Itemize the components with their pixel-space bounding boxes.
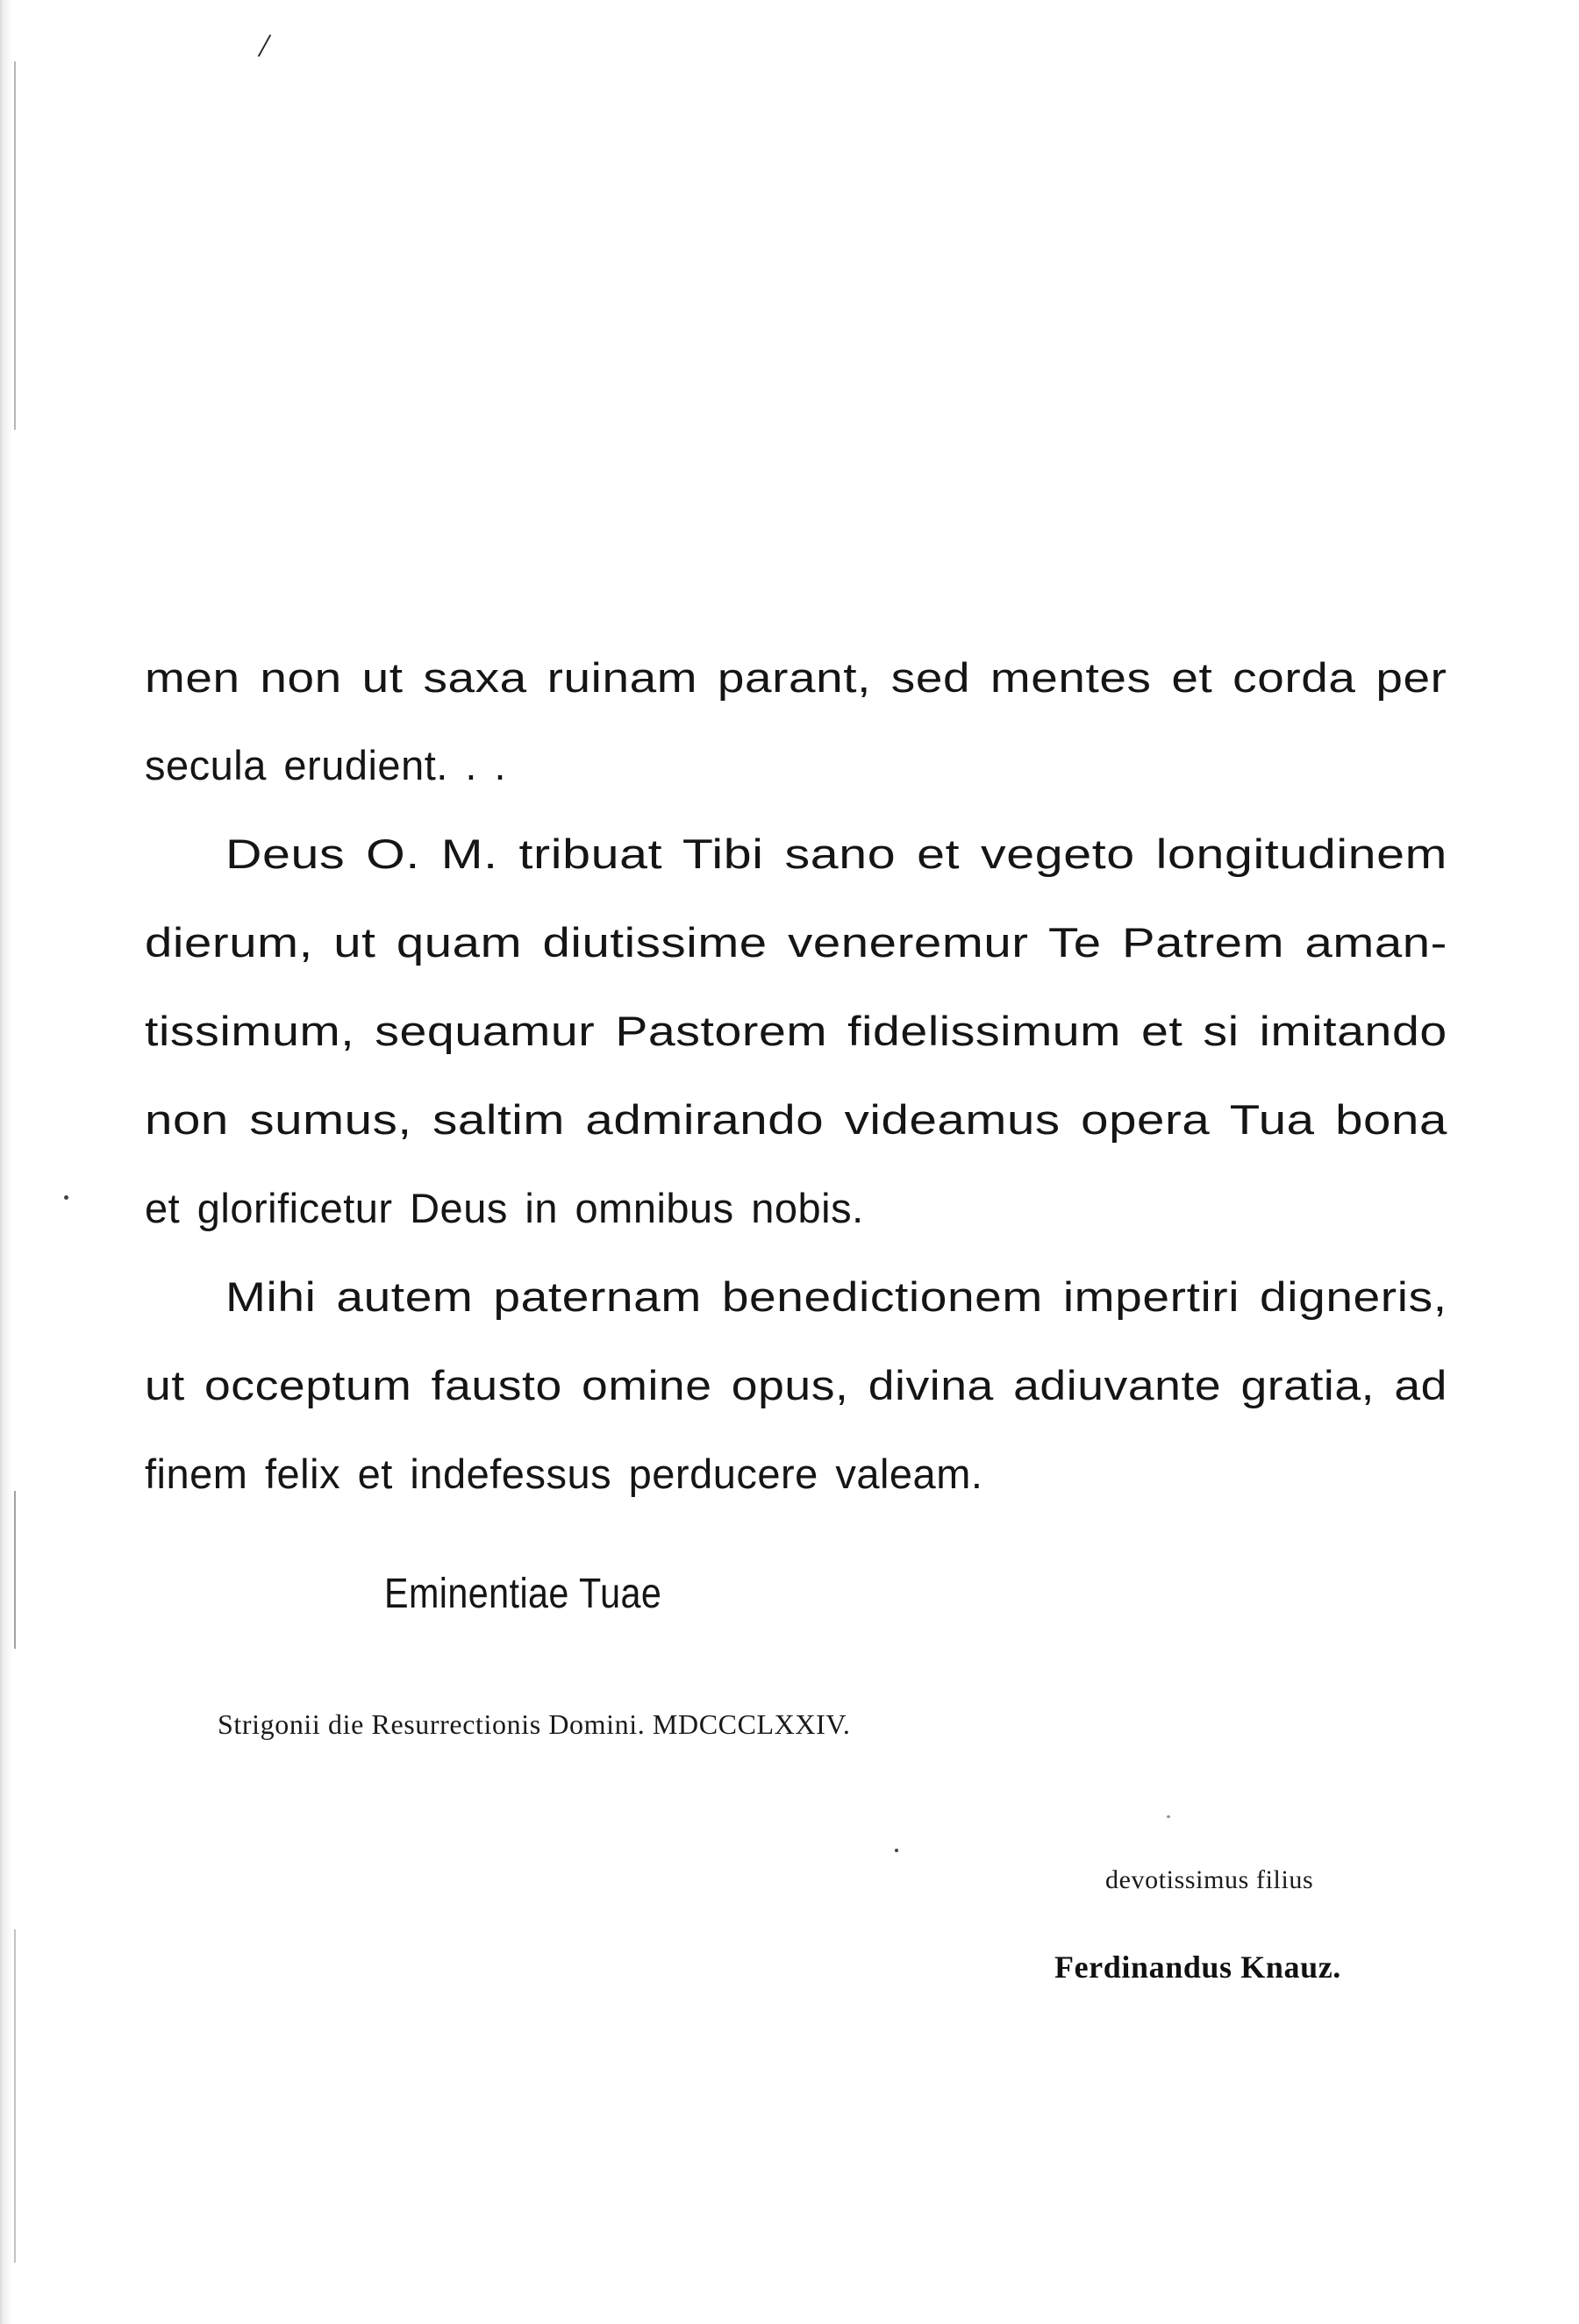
- scan-edge-line-top: [14, 61, 16, 430]
- scan-edge-line-mid: [14, 1491, 16, 1649]
- margin-dot: [64, 1195, 68, 1200]
- text-line: Deus O. M. tribuat Tibi sano et vegeto longitudinem: [225, 831, 1448, 877]
- scan-edge: [0, 0, 12, 2324]
- text-line: ut occeptum fausto omine opus, divina adiuvante gratia, ad: [145, 1362, 1447, 1408]
- closing-salutation: Eminentiae Tuae: [384, 1571, 662, 1617]
- text-line: finem felix et indefessus perducere valeam.: [145, 1451, 983, 1497]
- text-line: Mihi autem paternam benedictionem impertiri digneris,: [225, 1273, 1447, 1320]
- text-line: men non ut saxa ruinam parant, sed mentes et corda per: [145, 654, 1447, 701]
- signature-name: Ferdinandus Knauz.: [1054, 1950, 1341, 1985]
- corner-pencil-mark: /: [256, 25, 273, 66]
- text-line: dierum, ut quam diutissime veneremur Te Patrem aman-: [145, 919, 1448, 966]
- speck: [895, 1849, 898, 1852]
- text-line: tissimum, sequamur Pastorem fidelissimum et si imitando: [145, 1008, 1447, 1054]
- text-line: et glorificetur Deus in omnibus nobis.: [145, 1185, 864, 1231]
- place-and-date: Strigonii die Resurrectionis Domini. MDCCCLXXIV.: [218, 1708, 851, 1740]
- text-line: non sumus, saltim admirando videamus opera Tua bona: [145, 1096, 1447, 1143]
- scan-edge-line-bottom: [14, 1929, 16, 2263]
- text-line: secula erudient. . .: [145, 742, 507, 788]
- speck: [1167, 1815, 1170, 1818]
- signature-label: devotissimus filius: [1105, 1865, 1314, 1894]
